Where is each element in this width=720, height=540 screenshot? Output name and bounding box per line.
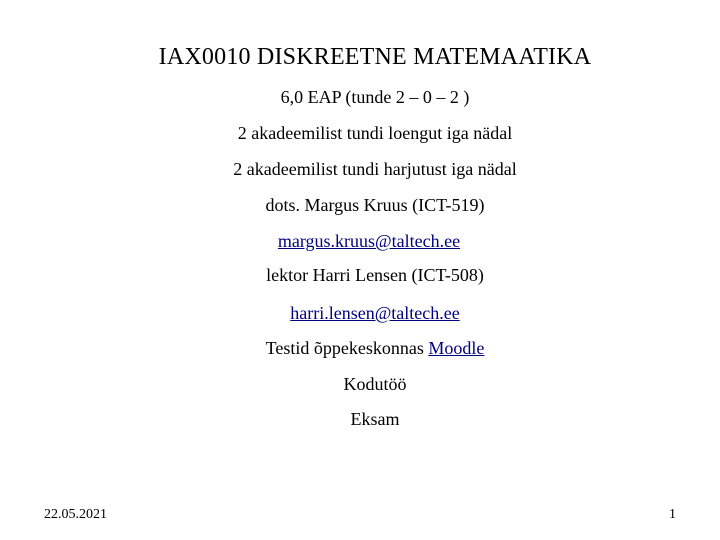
tests-line <box>0 339 720 357</box>
lecturer2-email-line <box>0 304 720 322</box>
lectures-line: 2 akadeemilist tundi loengut iga nädal <box>237 123 513 143</box>
credits-line: 6,0 EAP (tunde 2 – 0 – 2 ) <box>280 87 470 107</box>
footer-date: 22.05.2021 <box>44 507 107 522</box>
lecturer2-line: lektor Harri Lensen (ICT-508) <box>266 265 484 285</box>
moodle-link[interactable]: Moodle <box>428 338 485 358</box>
homework-line: Kodutöö <box>343 374 407 394</box>
lecturer2-email-link[interactable]: harri.lensen@taltech.ee <box>290 303 460 323</box>
slide-title: IAX0010 DISKREETNE MATEMAATIKA <box>158 44 592 70</box>
lecturer1-email-link[interactable]: margus.kruus@taltech.ee <box>277 231 461 251</box>
practice-line: 2 akadeemilist tundi harjutust iga nädal <box>233 159 517 179</box>
page-number: 1 <box>669 507 676 522</box>
lecturer1-email-line <box>0 232 720 250</box>
lecturer1-line: dots. Margus Kruus (ICT-519) <box>265 195 485 215</box>
exam-line: Eksam <box>350 409 400 429</box>
tests-text: Testid õppekeskonnas <box>265 338 429 358</box>
